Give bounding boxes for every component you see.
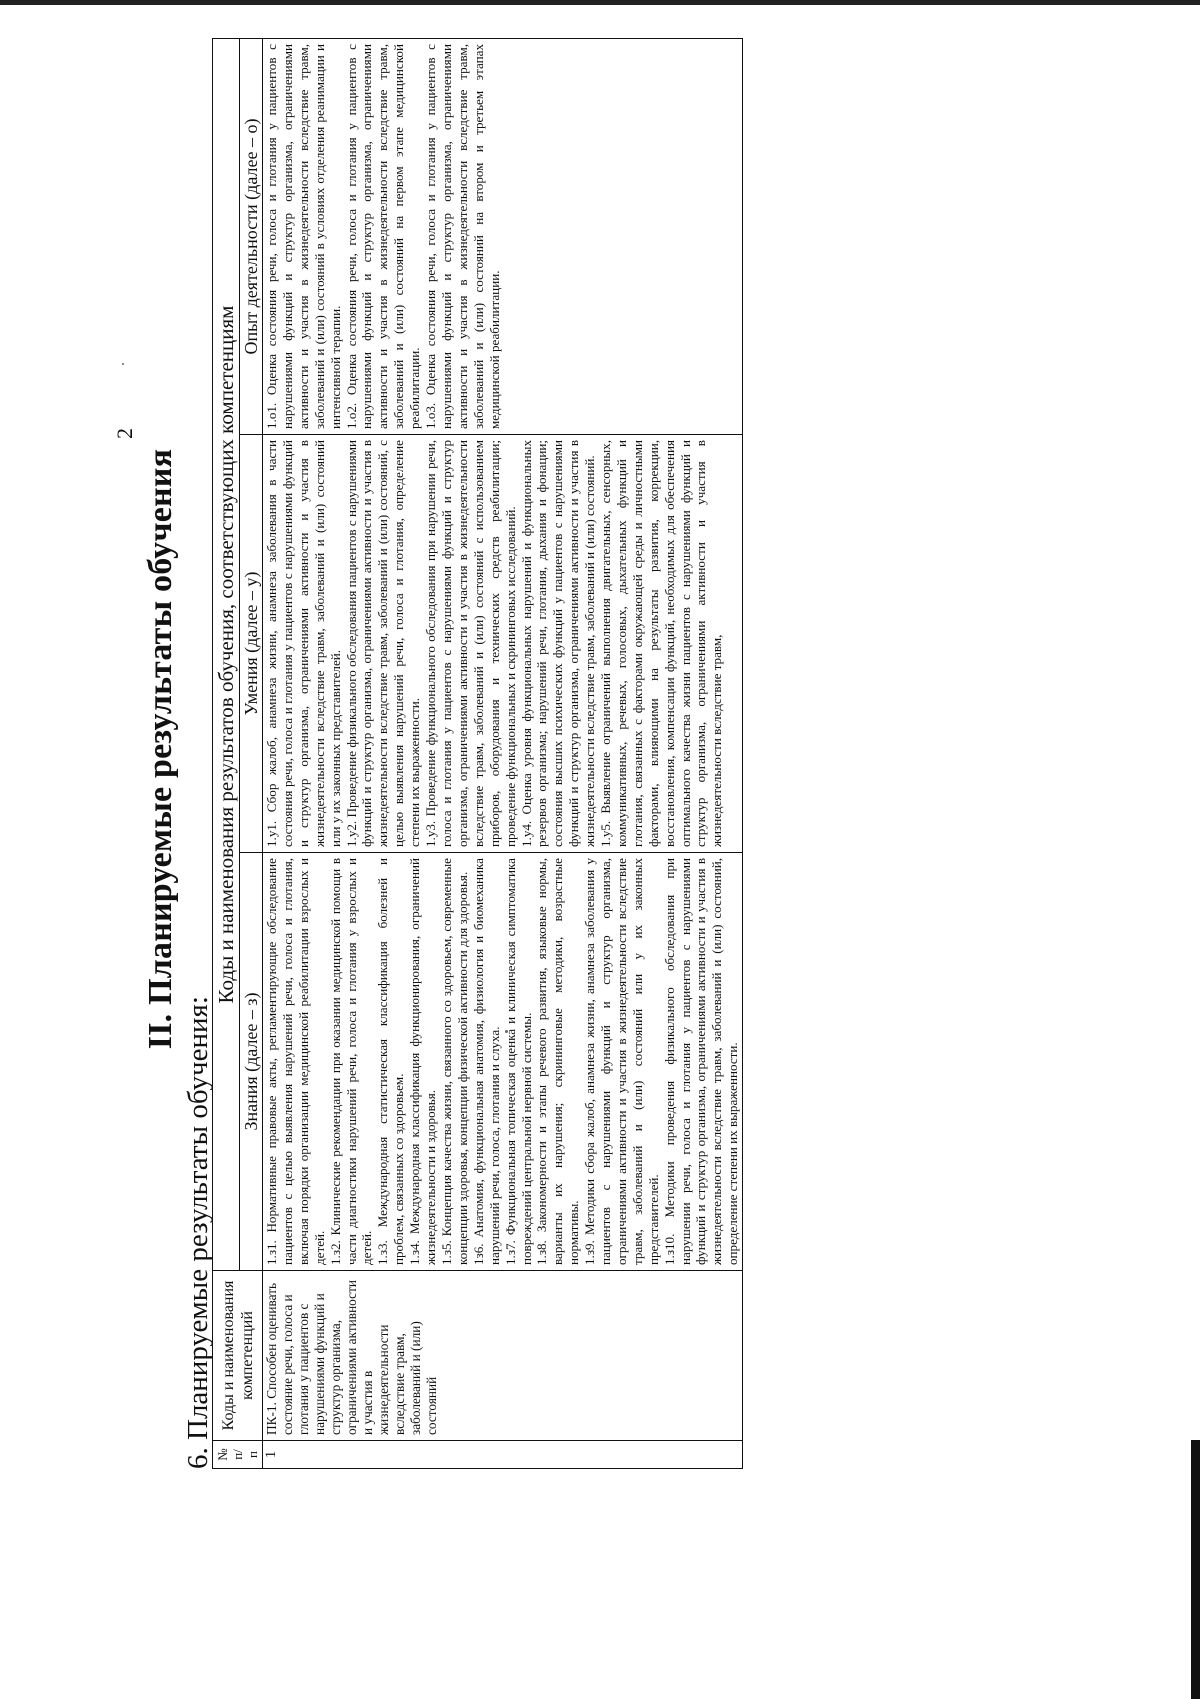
row-number: 1 (263, 1441, 743, 1469)
knowledge-item: 1.з8. Закономерности и этапы речевого развития, языковые нормы, варианты их нарушения; скрининговые методики, возрастные нормативы. (534, 858, 582, 1265)
knowledge-item: 1.з7. Функциональная топическая оценка и клиническая симптоматика повреждений центральной нервной системы. (502, 858, 534, 1265)
knowledge-item: 1.з5. Концепция качества жизни, связанного со здоровьем, современные концепции здоровья, концепции физической активности для здоровья. (438, 858, 470, 1265)
skill-item: 1.у5. Выявление ограничений выполнения двигательных, сенсорных, коммуникативных, речевых, голосовых, дыхательных функций и глотания, связанных с факторами окружающей среды и личностными факторами, влияющими на результаты развития, коррекции, восстановления, компенсации функций, необходимых для обеспечения оптимального качества жизни пациентов с нарушениями функций и структур организма, ограничениями активности и участия в жизнедеятельности вследствие травм, (598, 440, 725, 847)
header-experience: Опыт деятельности (далее – о) (240, 39, 263, 435)
knowledge-item: 1.з3. Международная статистическая классификация болезней и проблем, связанных со здоровьем. (375, 858, 407, 1265)
header-outcomes-group: Коды и наименования результатов обучения, соответствующих компетенциям (213, 39, 240, 1271)
skill-item: 1.у4. Оценка уровня функциональных нарушений и функциональных резервов организма; нарушений речи, глотания, дыхания и фонации; состояния высших психических функций у пациентов с нарушениями функций и структур организма, ограничениями активности и участия в жизнедеятельности вследствие травм, заболеваний и (или) состояний. (518, 440, 598, 847)
skills-cell (263, 435, 743, 853)
table-subheader-row (240, 39, 263, 1469)
skill-item: 1.у2. Проведение физикального обследования пациентов с нарушениями функций и структур организма, ограничениями активности и участия в жизнедеятельности вследствие травм, заболеваний и (или) состояний, с целью выявления нарушений речи, голоса и глотания, определение степени их выраженности. (343, 440, 423, 847)
skill-item: 1.у1. Сбор жалоб, анамнеза жизни, анамнеза заболевания в части состояния речи, голоса и глотания у пациентов с нарушениями функций и структур организма, ограничениями активности и участия в жизнедеятельности вследствие травм, заболеваний и (или) состояний или у их законных представителей. (264, 440, 343, 847)
experience-cell (263, 39, 743, 435)
header-number: № п/п (213, 1441, 263, 1469)
table-row (263, 39, 743, 1469)
knowledge-item: 1.з4. Международная классификация функционирования, ограничений жизнедеятельности и здоровья. (407, 858, 439, 1265)
learning-outcomes-table (212, 38, 743, 1469)
table-header-row (213, 39, 240, 1469)
header-skills: Умения (далее – у) (240, 435, 263, 853)
knowledge-item: 1.з10. Методики проведения физикального обследования при нарушении речи, голоса и глотания у пациентов с нарушениями функций и структур организма, ограничениями активности и участия в жизнедеятельности вследствие травм, заболеваний и (или) состояний, определение степени их выраженности. (661, 858, 741, 1265)
section-heading: 6. Планируемые результаты обучения: (182, 996, 214, 1469)
page-title: II. Планируемые результаты обучения (142, 448, 179, 1050)
skill-item: 1.у3. Проведение функционального обследования при нарушении речи, голоса и глотания у пациентов с нарушениями функций и структур организма, ограничениями активности и участия в жизнедеятельности вследствие травм, заболеваний и (или) состояний с использованием приборов, оборудования и технических средств реабилитации; проведение функциональных и скрининговых исследований. (423, 440, 518, 847)
knowledge-cell (263, 853, 743, 1271)
competency-cell: ПК-1. Способен оценивать состояние речи, голоса и глотания у пациентов с нарушениями функций и структур организма, ограничениями активности и участия в жизнедеятельности вследствие травм, заболеваний и (или) состояний (263, 1271, 743, 1441)
knowledge-item: 1з6. Анатомия, функциональная анатомия, физиология и биомеханика нарушений речи, голоса, глотания и слуха. (470, 858, 502, 1265)
experience-item: 1.о1. Оценка состояния речи, голоса и глотания у пациентов с нарушениями функций и структур организма, ограничениями активности и участия в жизнедеятельности вследствие травм, заболеваний и (или) состояний в условиях отделения реанимации и интенсивной терапии. (264, 44, 343, 429)
experience-item: 1.о2. Оценка состояния речи, голоса и глотания у пациентов с нарушениями функций и структур организма, ограничениями активности и участия в жизнедеятельности вследствие травм, заболеваний и (или) состояний на первом этапе медицинской реабилитации. (343, 44, 423, 429)
header-competency: Коды и наименования компетенций (213, 1271, 263, 1441)
experience-item: 1.о3. Оценка состояния речи, голоса и глотания у пациентов с нарушениями функций и структур организма, ограничениями активности и участия в жизнедеятельности вследствие травм, заболеваний и (или) состояний на втором и третьем этапах медицинской реабилитации. (423, 44, 502, 429)
knowledge-item: 1.з1. Нормативные правовые акты, регламентирующие обследование пациентов с целью выявления нарушений речи, голоса и глотания, включая порядки организации медицинской реабилитации взрослых и детей. (264, 858, 327, 1265)
page-number: 2 (112, 428, 137, 439)
knowledge-item: 1.з9. Методики сбора жалоб, анамнеза жизни, анамнеза заболевания у пациентов с нарушениями функций и структур организма, ограничениями активности и участия в жизнедеятельности вследствие травм, заболеваний и (или) состояний или у их законных представителей. (582, 858, 661, 1265)
header-knowledge: Знания (далее – з) (240, 853, 263, 1271)
knowledge-item: 1.з2. Клинические рекомендации при оказании медицинской помощи в части диагностики нарушений речи, голоса и глотания у взрослых и детей. (327, 858, 375, 1265)
